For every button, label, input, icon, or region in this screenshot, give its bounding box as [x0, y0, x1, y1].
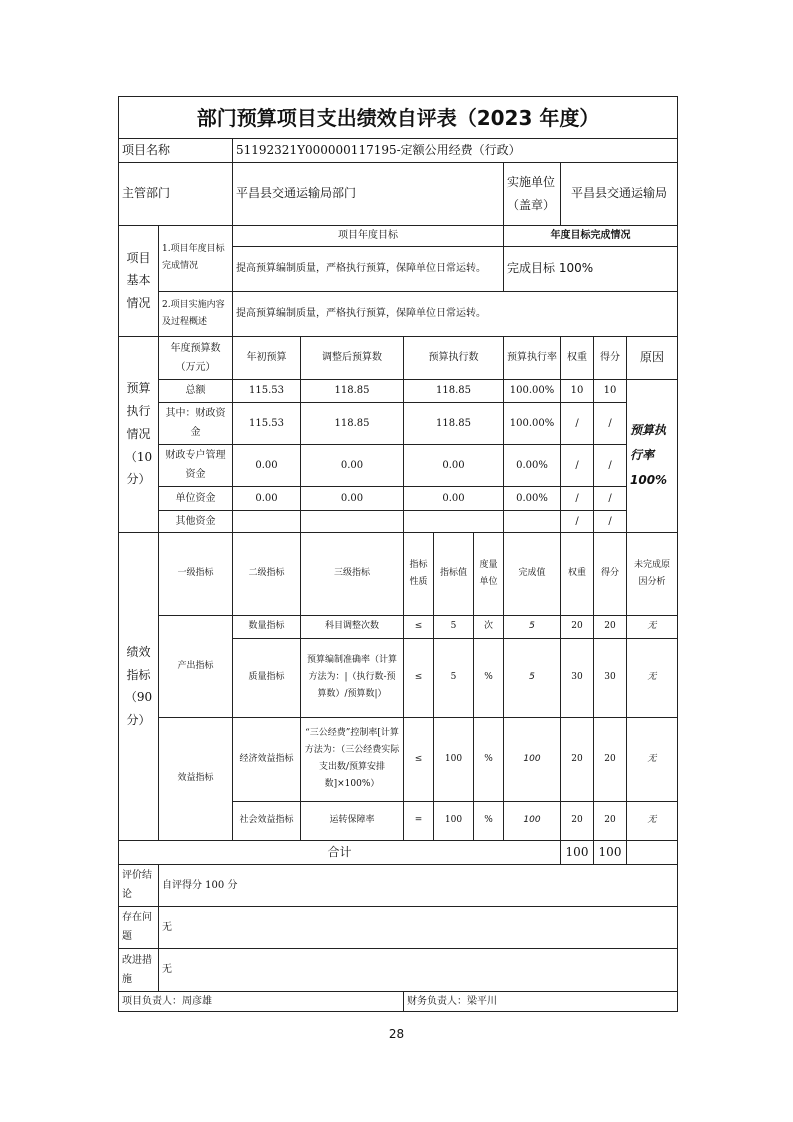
indicator-score: 20: [594, 801, 627, 840]
budget-rate: 0.00%: [504, 444, 561, 486]
item2-text: 提高预算编制质量，严格执行预算，保障单位日常运转。: [233, 291, 678, 336]
budget-section-label: 预算执行情况（10分）: [119, 336, 159, 532]
budget-rate: [504, 510, 561, 532]
page-title: 部门预算项目支出绩效自评表（2023 年度）: [119, 97, 678, 139]
indicator-target: 100: [434, 717, 474, 801]
budget-header: 预算执行数: [404, 336, 504, 379]
finance-lead: 财务负责人：梁平川: [404, 991, 678, 1011]
budget-reason: 预算执行率100%: [627, 379, 678, 532]
performance-section-label: 绩效指标（90分）: [119, 532, 159, 840]
budget-score: /: [594, 444, 627, 486]
perf-header: 指标性质: [404, 532, 434, 615]
budget-row-name: 其中：财政资金: [159, 402, 233, 444]
indicator-reason: 无: [627, 801, 678, 840]
perf-header: 度量单位: [474, 532, 504, 615]
indicator-reason: 无: [627, 717, 678, 801]
level2-indicator: 经济效益指标: [233, 717, 301, 801]
budget-weight: 10: [561, 379, 594, 402]
perf-header: 未完成原因分析: [627, 532, 678, 615]
total-empty: [627, 840, 678, 864]
indicator-reason: 无: [627, 638, 678, 717]
perf-header: 得分: [594, 532, 627, 615]
problems-value: 无: [159, 906, 678, 948]
project-lead: 项目负责人：周彦雄: [119, 991, 404, 1011]
level1-indicator: 效益指标: [159, 717, 233, 840]
budget-initial: [233, 510, 301, 532]
indicator-actual: 5: [504, 615, 561, 638]
budget-row: [119, 444, 678, 486]
perf-header: 三级指标: [301, 532, 404, 615]
indicator-weight: 20: [561, 801, 594, 840]
indicator-unit: %: [474, 638, 504, 717]
conclusion-value: 自评得分 100 分: [159, 864, 678, 906]
indicator-score: 30: [594, 638, 627, 717]
department-value: 平昌县交通运输局部门: [233, 162, 504, 225]
level3-indicator: “三公经费”控制率[计算方法为：（三公经费实际支出数/预算安排数]×100%）: [301, 717, 404, 801]
budget-initial: 0.00: [233, 444, 301, 486]
completion-header: 年度目标完成情况: [504, 225, 678, 246]
indicator-nature: =: [404, 801, 434, 840]
budget-row: [119, 486, 678, 510]
indicator-unit: %: [474, 801, 504, 840]
budget-row: [119, 379, 678, 402]
indicator-nature: ≤: [404, 615, 434, 638]
budget-adjusted: [301, 510, 404, 532]
level2-indicator: 数量指标: [233, 615, 301, 638]
level2-indicator: 社会效益指标: [233, 801, 301, 840]
budget-initial: 0.00: [233, 486, 301, 510]
indicator-score: 20: [594, 615, 627, 638]
total-label: 合计: [119, 840, 561, 864]
item2-label: 2.项目实施内容及过程概述: [159, 291, 233, 336]
item1-label: 1.项目年度目标完成情况: [159, 225, 233, 291]
perf-header: 权重: [561, 532, 594, 615]
budget-weight: /: [561, 444, 594, 486]
budget-executed: 118.85: [404, 402, 504, 444]
budget-score: /: [594, 402, 627, 444]
indicator-actual: 100: [504, 801, 561, 840]
improvements-value: 无: [159, 948, 678, 991]
level3-indicator: 预算编制准确率（计算方法为：|（执行数-预算数）/预算数|）: [301, 638, 404, 717]
indicator-target: 5: [434, 638, 474, 717]
budget-row: [119, 510, 678, 532]
improvements-label: 改进措施: [119, 948, 159, 991]
budget-score: 10: [594, 379, 627, 402]
project-name-value: 51192321Y000000117195-定额公用经费（行政）: [233, 139, 678, 163]
project-name-label: 项目名称: [119, 139, 233, 163]
indicator-unit: %: [474, 717, 504, 801]
total-weight: 100: [561, 840, 594, 864]
indicator-actual: 100: [504, 717, 561, 801]
level1-indicator: 产出指标: [159, 615, 233, 717]
problems-label: 存在问题: [119, 906, 159, 948]
indicator-weight: 30: [561, 638, 594, 717]
indicator-actual: 5: [504, 638, 561, 717]
budget-row-name: 单位资金: [159, 486, 233, 510]
budget-header: 权重: [561, 336, 594, 379]
perf-header: 指标值: [434, 532, 474, 615]
budget-row: [119, 402, 678, 444]
impl-unit-label: 实施单位（盖章）: [504, 162, 561, 225]
budget-row-name: 总额: [159, 379, 233, 402]
budget-executed: 0.00: [404, 444, 504, 486]
budget-header: 年初预算: [233, 336, 301, 379]
level3-indicator: 科目调整次数: [301, 615, 404, 638]
budget-executed: [404, 510, 504, 532]
indicator-target: 100: [434, 801, 474, 840]
page-number: 28: [388, 1027, 405, 1041]
level2-indicator: 质量指标: [233, 638, 301, 717]
budget-score: /: [594, 510, 627, 532]
budget-executed: 118.85: [404, 379, 504, 402]
perf-row: [119, 717, 678, 801]
budget-rate: 100.00%: [504, 379, 561, 402]
budget-header: 得分: [594, 336, 627, 379]
budget-header: 调整后预算数: [301, 336, 404, 379]
impl-unit-value: 平昌县交通运输局: [561, 162, 678, 225]
budget-rate: 0.00%: [504, 486, 561, 510]
perf-header: 二级指标: [233, 532, 301, 615]
level3-indicator: 运转保障率: [301, 801, 404, 840]
budget-weight: /: [561, 486, 594, 510]
indicator-reason: 无: [627, 615, 678, 638]
budget-executed: 0.00: [404, 486, 504, 510]
budget-adjusted: 0.00: [301, 444, 404, 486]
indicator-target: 5: [434, 615, 474, 638]
budget-initial: 115.53: [233, 402, 301, 444]
budget-adjusted: 118.85: [301, 402, 404, 444]
budget-row-name: 财政专户管理资金: [159, 444, 233, 486]
indicator-unit: 次: [474, 615, 504, 638]
self-evaluation-table: [118, 96, 678, 1012]
indicator-score: 20: [594, 717, 627, 801]
budget-rate: 100.00%: [504, 402, 561, 444]
budget-initial: 115.53: [233, 379, 301, 402]
goal-header: 项目年度目标: [233, 225, 504, 246]
budget-header: 原因: [627, 336, 678, 379]
indicator-weight: 20: [561, 615, 594, 638]
perf-header: 完成值: [504, 532, 561, 615]
conclusion-label: 评价结论: [119, 864, 159, 906]
budget-row-name: 其他资金: [159, 510, 233, 532]
budget-adjusted: 118.85: [301, 379, 404, 402]
basic-info-label: 项目基本情况: [119, 225, 159, 336]
perf-row: [119, 615, 678, 638]
budget-header: 年度预算数（万元）: [159, 336, 233, 379]
department-label: 主管部门: [119, 162, 233, 225]
budget-header: 预算执行率: [504, 336, 561, 379]
budget-weight: /: [561, 402, 594, 444]
indicator-nature: ≤: [404, 717, 434, 801]
perf-header: 一级指标: [159, 532, 233, 615]
budget-score: /: [594, 486, 627, 510]
item1-goal: 提高预算编制质量，严格执行预算，保障单位日常运转。: [233, 246, 504, 291]
indicator-nature: ≤: [404, 638, 434, 717]
total-score: 100: [594, 840, 627, 864]
budget-adjusted: 0.00: [301, 486, 404, 510]
budget-weight: /: [561, 510, 594, 532]
indicator-weight: 20: [561, 717, 594, 801]
item1-completion: 完成目标 100%: [504, 246, 678, 291]
